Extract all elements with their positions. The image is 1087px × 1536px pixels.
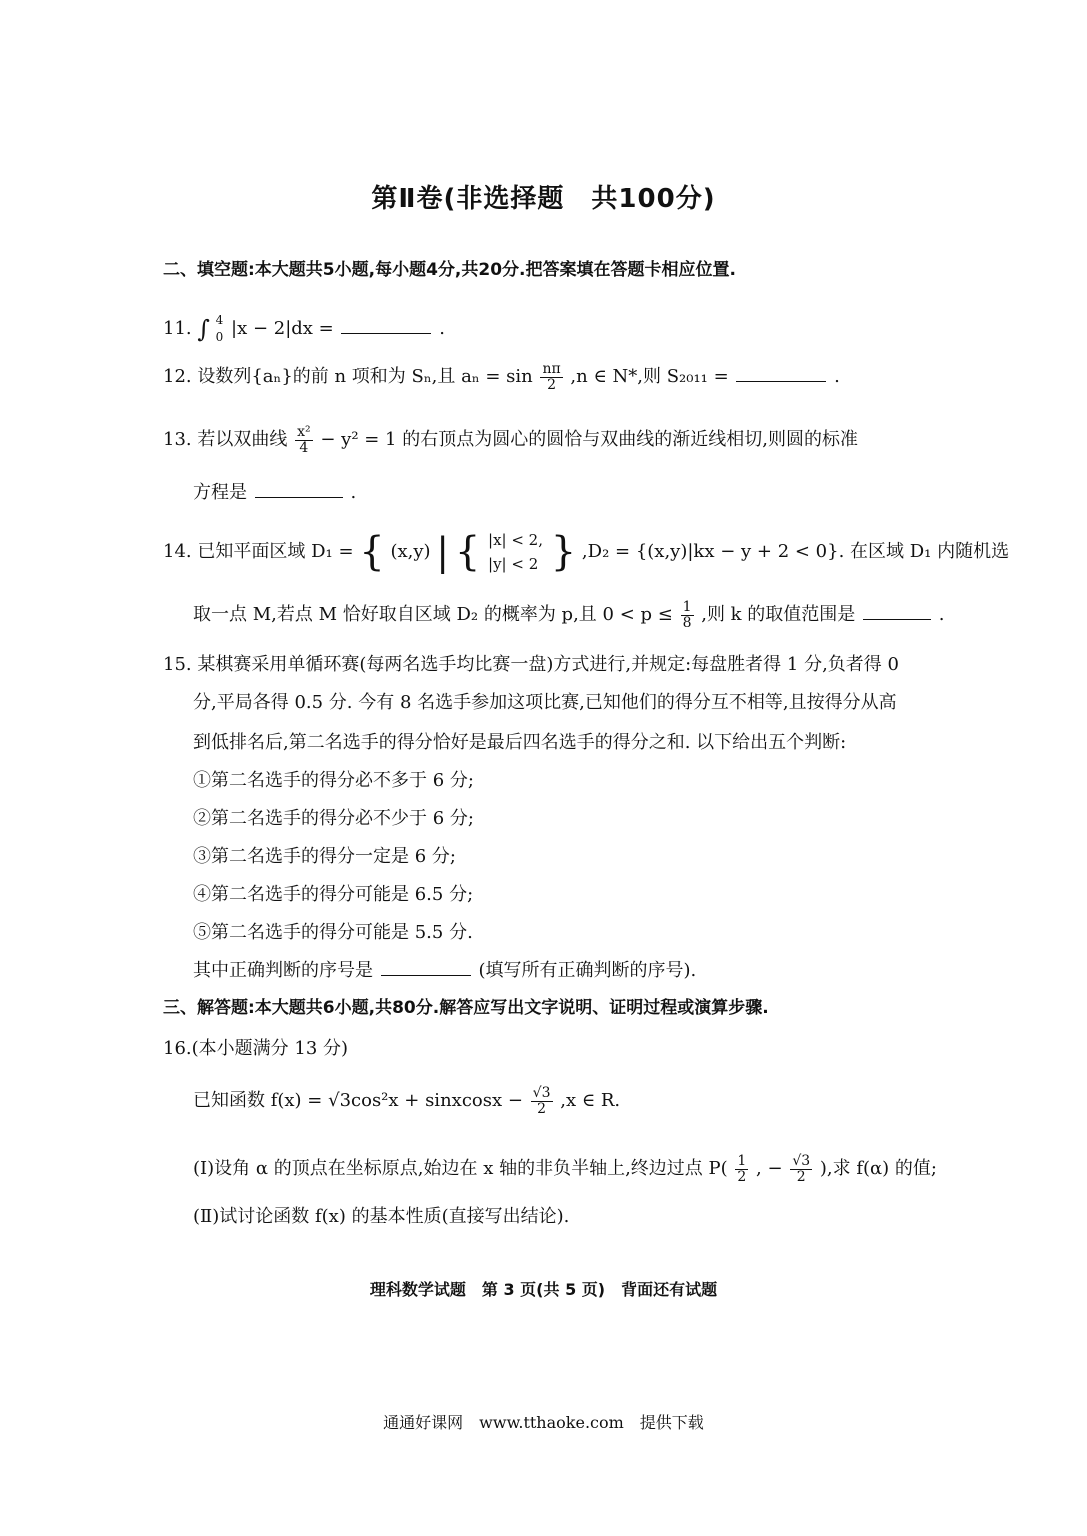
denominator: 2 xyxy=(547,376,557,393)
integral-limits xyxy=(216,312,224,346)
question-number: 11. xyxy=(163,317,192,339)
fraction xyxy=(531,1086,553,1116)
question-15-answer xyxy=(193,962,696,980)
denominator: 8 xyxy=(682,614,692,631)
section-2-heading: 二、填空题:本大题共5小题,每小题4分,共20分.把答案填在答题卡相应位置. xyxy=(163,260,736,280)
period: . xyxy=(834,366,840,388)
numerator: 1 xyxy=(737,1153,747,1169)
question-text-cont: (填写所有正确判断的序号). xyxy=(478,960,697,981)
option-5: ⑤第二名选手的得分可能是 5.5 分. xyxy=(193,922,473,943)
numerator: √3 xyxy=(792,1153,811,1169)
question-text: 13. 若以双曲线 xyxy=(163,429,288,451)
page-title: 第Ⅱ卷(非选择题 共100分) xyxy=(371,184,716,214)
fraction-2 xyxy=(790,1154,812,1184)
question-11 xyxy=(163,312,445,346)
numerator: √3 xyxy=(532,1085,551,1101)
denominator: 4 xyxy=(299,439,309,456)
question-14 xyxy=(163,528,1009,576)
answer-blank xyxy=(381,974,471,976)
question-15-line1: 15. 某棋赛采用单循环赛(每两名选手均比赛一盘)方式进行,并规定:每盘胜者得 1 分,负者得 0 xyxy=(163,654,899,675)
period: . xyxy=(938,604,945,626)
numerator: nπ xyxy=(542,361,561,377)
fraction xyxy=(295,425,313,455)
question-14-line2 xyxy=(193,600,945,630)
question-12 xyxy=(163,362,840,392)
condition-1: |x| < 2, xyxy=(488,531,543,549)
cases-brace: { xyxy=(454,529,481,575)
function-text-cont: ,x ∈ R. xyxy=(560,1090,621,1112)
denominator: 2 xyxy=(737,1168,747,1185)
question-15-line3: 到低排名后,第二名选手的得分恰好是最后四名选手的得分之和. 以下给出五个判断: xyxy=(193,732,847,753)
answer-blank xyxy=(341,332,431,334)
question-16-part2: (Ⅱ)试讨论函数 f(x) 的基本性质(直接写出结论). xyxy=(193,1206,570,1227)
right-brace: } xyxy=(550,529,577,575)
numerator: x² xyxy=(297,424,311,440)
conditions xyxy=(488,528,543,576)
integrand: |x − 2|dx = xyxy=(231,317,334,339)
fraction xyxy=(681,600,694,630)
part1-text-cont: ),求 f(α) 的值; xyxy=(819,1158,937,1180)
question-text: 12. 设数列{aₙ}的前 n 项和为 Sₙ,且 aₙ = sin xyxy=(163,366,533,388)
question-13 xyxy=(163,425,858,455)
download-credit: 通通好课网 www.tthaoke.com 提供下载 xyxy=(383,1413,704,1432)
option-3: ③第二名选手的得分一定是 6 分; xyxy=(193,846,456,867)
period: . xyxy=(350,482,357,503)
question-text-cont: ,则 k 的取值范围是 xyxy=(701,604,856,626)
question-15-line2: 分,平局各得 0.5 分. 今有 8 名选手参加这项比赛,已知他们的得分互不相等,且按得分从高 xyxy=(193,692,897,713)
question-text: 取一点 M,若点 M 恰好取自区域 D₂ 的概率为 p,且 0 < p ≤ xyxy=(193,604,673,626)
option-4: ④第二名选手的得分可能是 6.5 分; xyxy=(193,884,474,905)
question-16-header: 16.(本小题满分 13 分) xyxy=(163,1038,349,1059)
function-text: 已知函数 f(x) = √3cos²x + sinxcosx − xyxy=(193,1090,523,1112)
separator: , − xyxy=(756,1158,783,1180)
option-2: ②第二名选手的得分必不少于 6 分; xyxy=(193,808,474,829)
denominator: 2 xyxy=(537,1100,547,1117)
question-text: 其中正确判断的序号是 xyxy=(193,960,373,981)
question-text-cont: ,D₂ = {(x,y)|kx − y + 2 < 0}. 在区域 D₁ 内随机选 xyxy=(581,541,1010,562)
question-text-cont: ,n ∈ N*,则 S₂₀₁₁ = xyxy=(570,366,729,388)
answer-blank xyxy=(736,380,826,382)
integral-sign: ∫ xyxy=(197,314,210,343)
condition-2: |y| < 2 xyxy=(488,555,539,573)
question-text-cont: − y² = 1 的右顶点为圆心的圆恰与双曲线的渐近线相切,则圆的标准 xyxy=(320,429,858,451)
option-1: ①第二名选手的得分必不多于 6 分; xyxy=(193,770,474,791)
page-footer: 理科数学试题 第 3 页(共 5 页) 背面还有试题 xyxy=(369,1280,718,1299)
question-13-line2 xyxy=(193,484,356,502)
left-brace: { xyxy=(359,529,385,575)
set-element: (x,y) xyxy=(390,541,431,562)
numerator: 1 xyxy=(682,599,692,615)
fraction-1 xyxy=(735,1154,748,1184)
part1-text: (Ⅰ)设角 α 的顶点在坐标原点,始边在 x 轴的非负半轴上,终边过点 P( xyxy=(193,1158,728,1180)
lower-limit: 0 xyxy=(215,329,224,344)
question-16-function xyxy=(193,1086,620,1116)
answer-blank xyxy=(255,496,343,498)
question-text: 14. 已知平面区域 D₁ = xyxy=(163,541,354,562)
section-3-heading: 三、解答题:本大题共6小题,共80分.解答应写出文字说明、证明过程或演算步骤. xyxy=(163,998,769,1018)
answer-blank xyxy=(863,618,931,620)
divider-bar: | xyxy=(436,530,450,574)
question-16-part1 xyxy=(193,1154,937,1184)
period: . xyxy=(439,317,445,339)
denominator: 2 xyxy=(796,1168,806,1185)
question-text: 方程是 xyxy=(193,482,247,503)
fraction xyxy=(540,362,562,392)
upper-limit: 4 xyxy=(215,313,224,327)
